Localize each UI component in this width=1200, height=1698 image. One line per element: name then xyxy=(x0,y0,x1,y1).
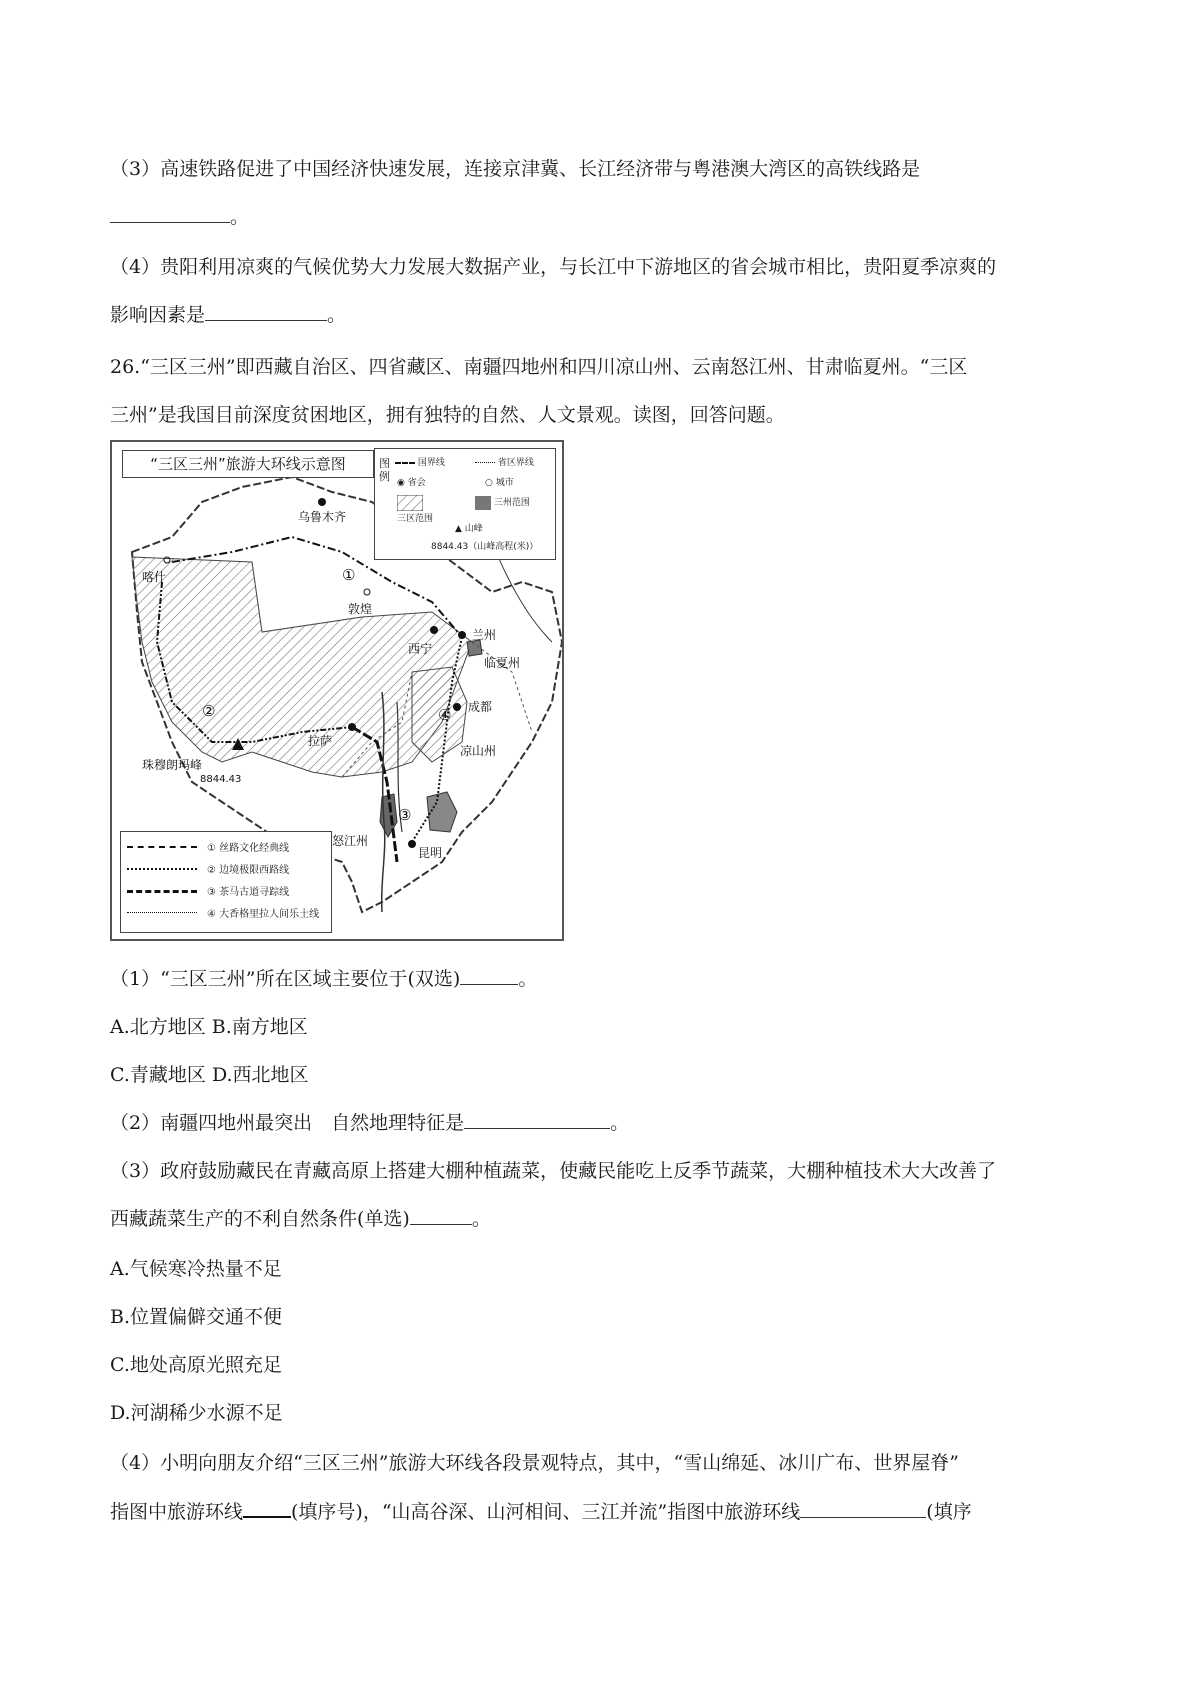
route-legend-1: ① 丝路文化经典线 xyxy=(127,838,327,856)
q26-part1: （1）“三区三州”所在区域主要位于(双选) 。 xyxy=(110,968,538,990)
q26-stem: 26.“三区三州”即西藏自治区、四省藏区、南疆四地州和四川凉山州、云南怒江州、甘肃临夏州。“三区 xyxy=(110,356,968,378)
q26-part4-line1: （4）小明向朋友介绍“三区三州”旅游大环线各段景观特点，其中，“雪山绵延、冰川广布、世界屋脊” xyxy=(110,1452,959,1474)
label-everest: 珠穆朗玛峰 xyxy=(142,758,203,772)
q26-part3-option-d: D.河湖稀少水源不足 xyxy=(110,1402,283,1424)
map-title: “三区三州”旅游大环线示意图 xyxy=(122,450,374,478)
answer-blank[interactable] xyxy=(110,204,230,223)
q25-part4-line1 xyxy=(110,254,996,280)
route-marker-2: ② xyxy=(202,702,216,720)
q25-part3-line2: 。 xyxy=(110,204,249,230)
q26-part1-options-cd: C.青藏地区 D.西北地区 xyxy=(110,1064,309,1086)
route-legend-3: ③ 茶马古道寻踪线 xyxy=(127,882,327,900)
q26-part3-line2: 西藏蔬菜生产的不利自然条件(单选) 。 xyxy=(110,1208,491,1230)
q25-part4-text: （4）贵阳利用凉爽的气候优势大力发展大数据产业，与长江中下游地区的省会城市相比，贵阳夏季凉爽的 xyxy=(110,256,997,278)
map-legend: 图例 国界线 省区界线 ◉ 省会 ○ 城市 三区范围 三州范围 ▲ 山峰 8844.43（山峰高程(米)） xyxy=(374,448,556,560)
label-urumqi: 乌鲁木齐 xyxy=(298,510,347,524)
capital-icon: ◉ xyxy=(397,478,405,488)
label-kashi: 喀什 xyxy=(142,570,167,584)
routes-legend xyxy=(120,831,332,933)
q26-stem-line1 xyxy=(110,354,967,380)
answer-blank[interactable] xyxy=(243,1498,291,1518)
answer-blank[interactable] xyxy=(464,1110,610,1129)
route-legend-2: ② 边境极限西路线 xyxy=(127,860,327,878)
label-linxia: 临夏州 xyxy=(484,656,521,670)
label-xining: 西宁 xyxy=(408,642,433,656)
answer-blank[interactable] xyxy=(205,302,327,321)
q26-part4-line2: 指图中旅游环线 (填序号)，“山高谷深、山河相间、三江并流”指图中旅游环线 (填序 xyxy=(110,1498,972,1525)
label-chengdu: 成都 xyxy=(468,700,493,714)
tourism-loop-map xyxy=(110,440,564,941)
label-lanzhou: 兰州 xyxy=(472,628,497,642)
city-icon: ○ xyxy=(485,478,493,488)
q26-part3-option-a: A.气候寒冷热量不足 xyxy=(110,1258,282,1280)
label-nujiang: 怒江州 xyxy=(332,834,369,848)
q26-part2: （2）南疆四地州最突出 自然地理特征是 。 xyxy=(110,1112,630,1134)
q25-part4-line2: 影响因素是 。 xyxy=(110,304,347,326)
route-marker-1: ① xyxy=(342,566,356,584)
q26-stem-line2: 三州”是我国目前深度贫困地区，拥有独特的自然、人文景观。读图，回答问题。 xyxy=(110,404,785,426)
label-liangshan: 凉山州 xyxy=(460,744,497,758)
label-lhasa: 拉萨 xyxy=(308,734,333,748)
q25-part3-text: （3）高速铁路促进了中国经济快速发展，连接京津冀、长江经济带与粤港澳大湾区的高铁线路是 xyxy=(110,158,921,180)
route-marker-3: ③ xyxy=(398,806,412,824)
hatch-swatch-icon xyxy=(397,495,423,511)
route-marker-4: ④ xyxy=(438,706,452,724)
peak-icon: ▲ xyxy=(455,524,462,534)
q26-part3-line1: （3）政府鼓励藏民在青藏高原上搭建大棚种植蔬菜，使藏民能吃上反季节蔬菜，大棚种植技术大大改善了 xyxy=(110,1160,997,1182)
legend-title: 图例 xyxy=(379,457,390,483)
label-everest-height: 8844.43 xyxy=(200,774,242,785)
q26-part3-option-b: B.位置偏僻交通不便 xyxy=(110,1306,283,1328)
label-dunhuang: 敦煌 xyxy=(348,602,373,616)
label-kunming: 昆明 xyxy=(418,846,443,860)
shaded-swatch-icon xyxy=(475,496,491,510)
q26-part1-options-ab: A.北方地区 B.南方地区 xyxy=(110,1016,308,1038)
answer-blank[interactable] xyxy=(460,966,518,985)
answer-blank[interactable] xyxy=(410,1206,472,1225)
q25-part3-line1 xyxy=(110,156,920,182)
q26-part3-option-c: C.地处高原光照充足 xyxy=(110,1354,282,1376)
route-legend-4: ④ 大香格里拉人间乐土线 xyxy=(127,904,327,922)
answer-blank[interactable] xyxy=(800,1499,926,1518)
